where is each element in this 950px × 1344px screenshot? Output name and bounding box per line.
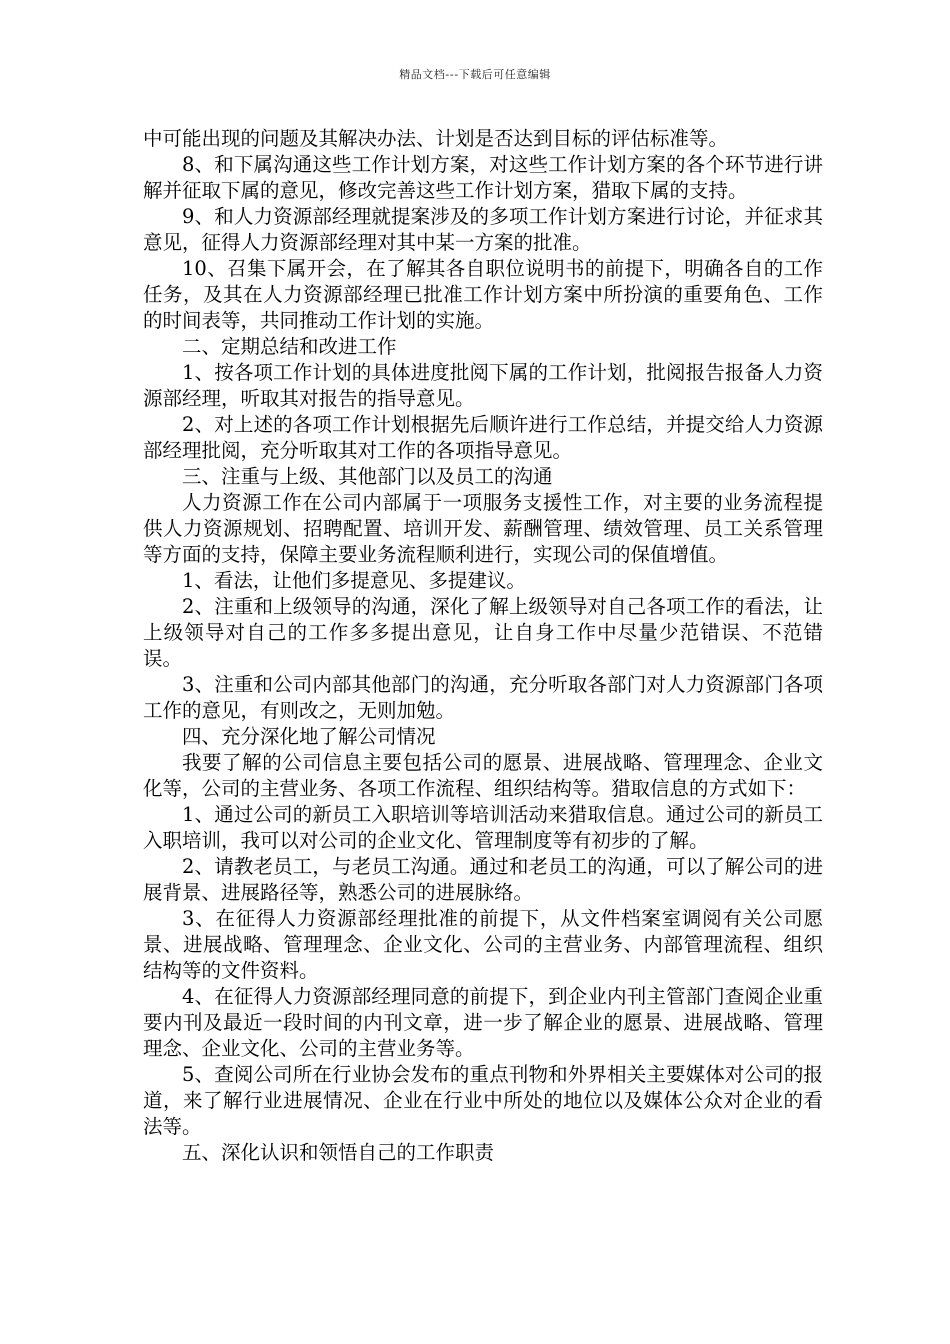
paragraph: 1、按各项工作计划的具体进度批阅下属的工作计划，批阅报告报备人力资源部经理，听取其对报告的指导意见。	[143, 361, 823, 410]
paragraph: 4、在征得人力资源部经理同意的前提下，到企业内刊主管部门查阅企业重要内刊及最近一段时间的内刊文章，进一步了解企业的愿景、进展战略、管理理念、企业文化、公司的主营业务等。	[143, 985, 823, 1060]
paragraph: 5、查阅公司所在行业协会发布的重点刊物和外界相关主要媒体对公司的报道，来了解行业进展情况、企业在行业中所处的地位以及媒体公众对企业的看法等。	[143, 1063, 823, 1138]
paragraph: 1、通过公司的新员工入职培训等培训活动来猎取信息。通过公司的新员工入职培训，我可以对公司的企业文化、管理制度等有初步的了解。	[143, 803, 823, 852]
paragraph: 8、和下属沟通这些工作计划方案，对这些工作计划方案的各个环节进行讲解并征取下属的意见，修改完善这些工作计划方案，猎取下属的支持。	[143, 153, 823, 202]
paragraph: 3、在征得人力资源部经理批准的前提下，从文件档案室调阅有关公司愿景、进展战略、管理理念、企业文化、公司的主营业务、内部管理流程、组织结构等的文件资料。	[143, 907, 823, 982]
paragraph: 10、召集下属开会，在了解其各自职位说明书的前提下，明确各自的工作任务，及其在人力资源部经理已批准工作计划方案中所扮演的重要角色、工作的时间表等，共同推动工作计划的实施。	[143, 257, 823, 332]
section-heading: 二、定期总结和改进工作	[182, 335, 397, 358]
section-heading: 四、充分深化地了解公司情况	[182, 725, 436, 748]
paragraph: 9、和人力资源部经理就提案涉及的多项工作计划方案进行讨论，并征求其意见，征得人力资源部经理对其中某一方案的批准。	[143, 205, 823, 254]
page-header: 精品文档---下载后可任意编辑	[399, 68, 551, 81]
paragraph: 人力资源工作在公司内部属于一项服务支援性工作，对主要的业务流程提供人力资源规划、招聘配置、培训开发、薪酬管理、绩效管理、员工关系管理等方面的支持，保障主要业务流程顺利进行，实现公司的保值增值。	[143, 491, 823, 566]
section-heading: 三、注重与上级、其他部门以及员工的沟通	[182, 465, 553, 488]
paragraph: 3、注重和公司内部其他部门的沟通，充分听取各部门对人力资源部门各项工作的意见，有则改之，无则加勉。	[143, 673, 823, 722]
paragraph: 2、注重和上级领导的沟通，深化了解上级领导对自己各项工作的看法，让上级领导对自己的工作多多提出意见，让自身工作中尽量少范错误、不范错误。	[143, 595, 823, 670]
document-body	[143, 126, 823, 1166]
section-heading: 五、深化认识和领悟自己的工作职责	[182, 1141, 495, 1164]
paragraph: 1、看法，让他们多提意见、多提建议。	[182, 569, 526, 592]
paragraph: 2、对上述的各项工作计划根据先后顺许进行工作总结，并提交给人力资源部经理批阅，充分听取其对工作的各项指导意见。	[143, 413, 823, 462]
paragraph: 我要了解的公司信息主要包括公司的愿景、进展战略、管理理念、企业文化等，公司的主营业务、各项工作流程、组织结构等。猎取信息的方式如下：	[143, 751, 823, 800]
paragraph: 2、请教老员工，与老员工沟通。通过和老员工的沟通，可以了解公司的进展背景、进展路径等，熟悉公司的进展脉络。	[143, 855, 823, 904]
paragraph: 中可能出现的问题及其解决办法、计划是否达到目标的评估标准等。	[143, 127, 729, 150]
